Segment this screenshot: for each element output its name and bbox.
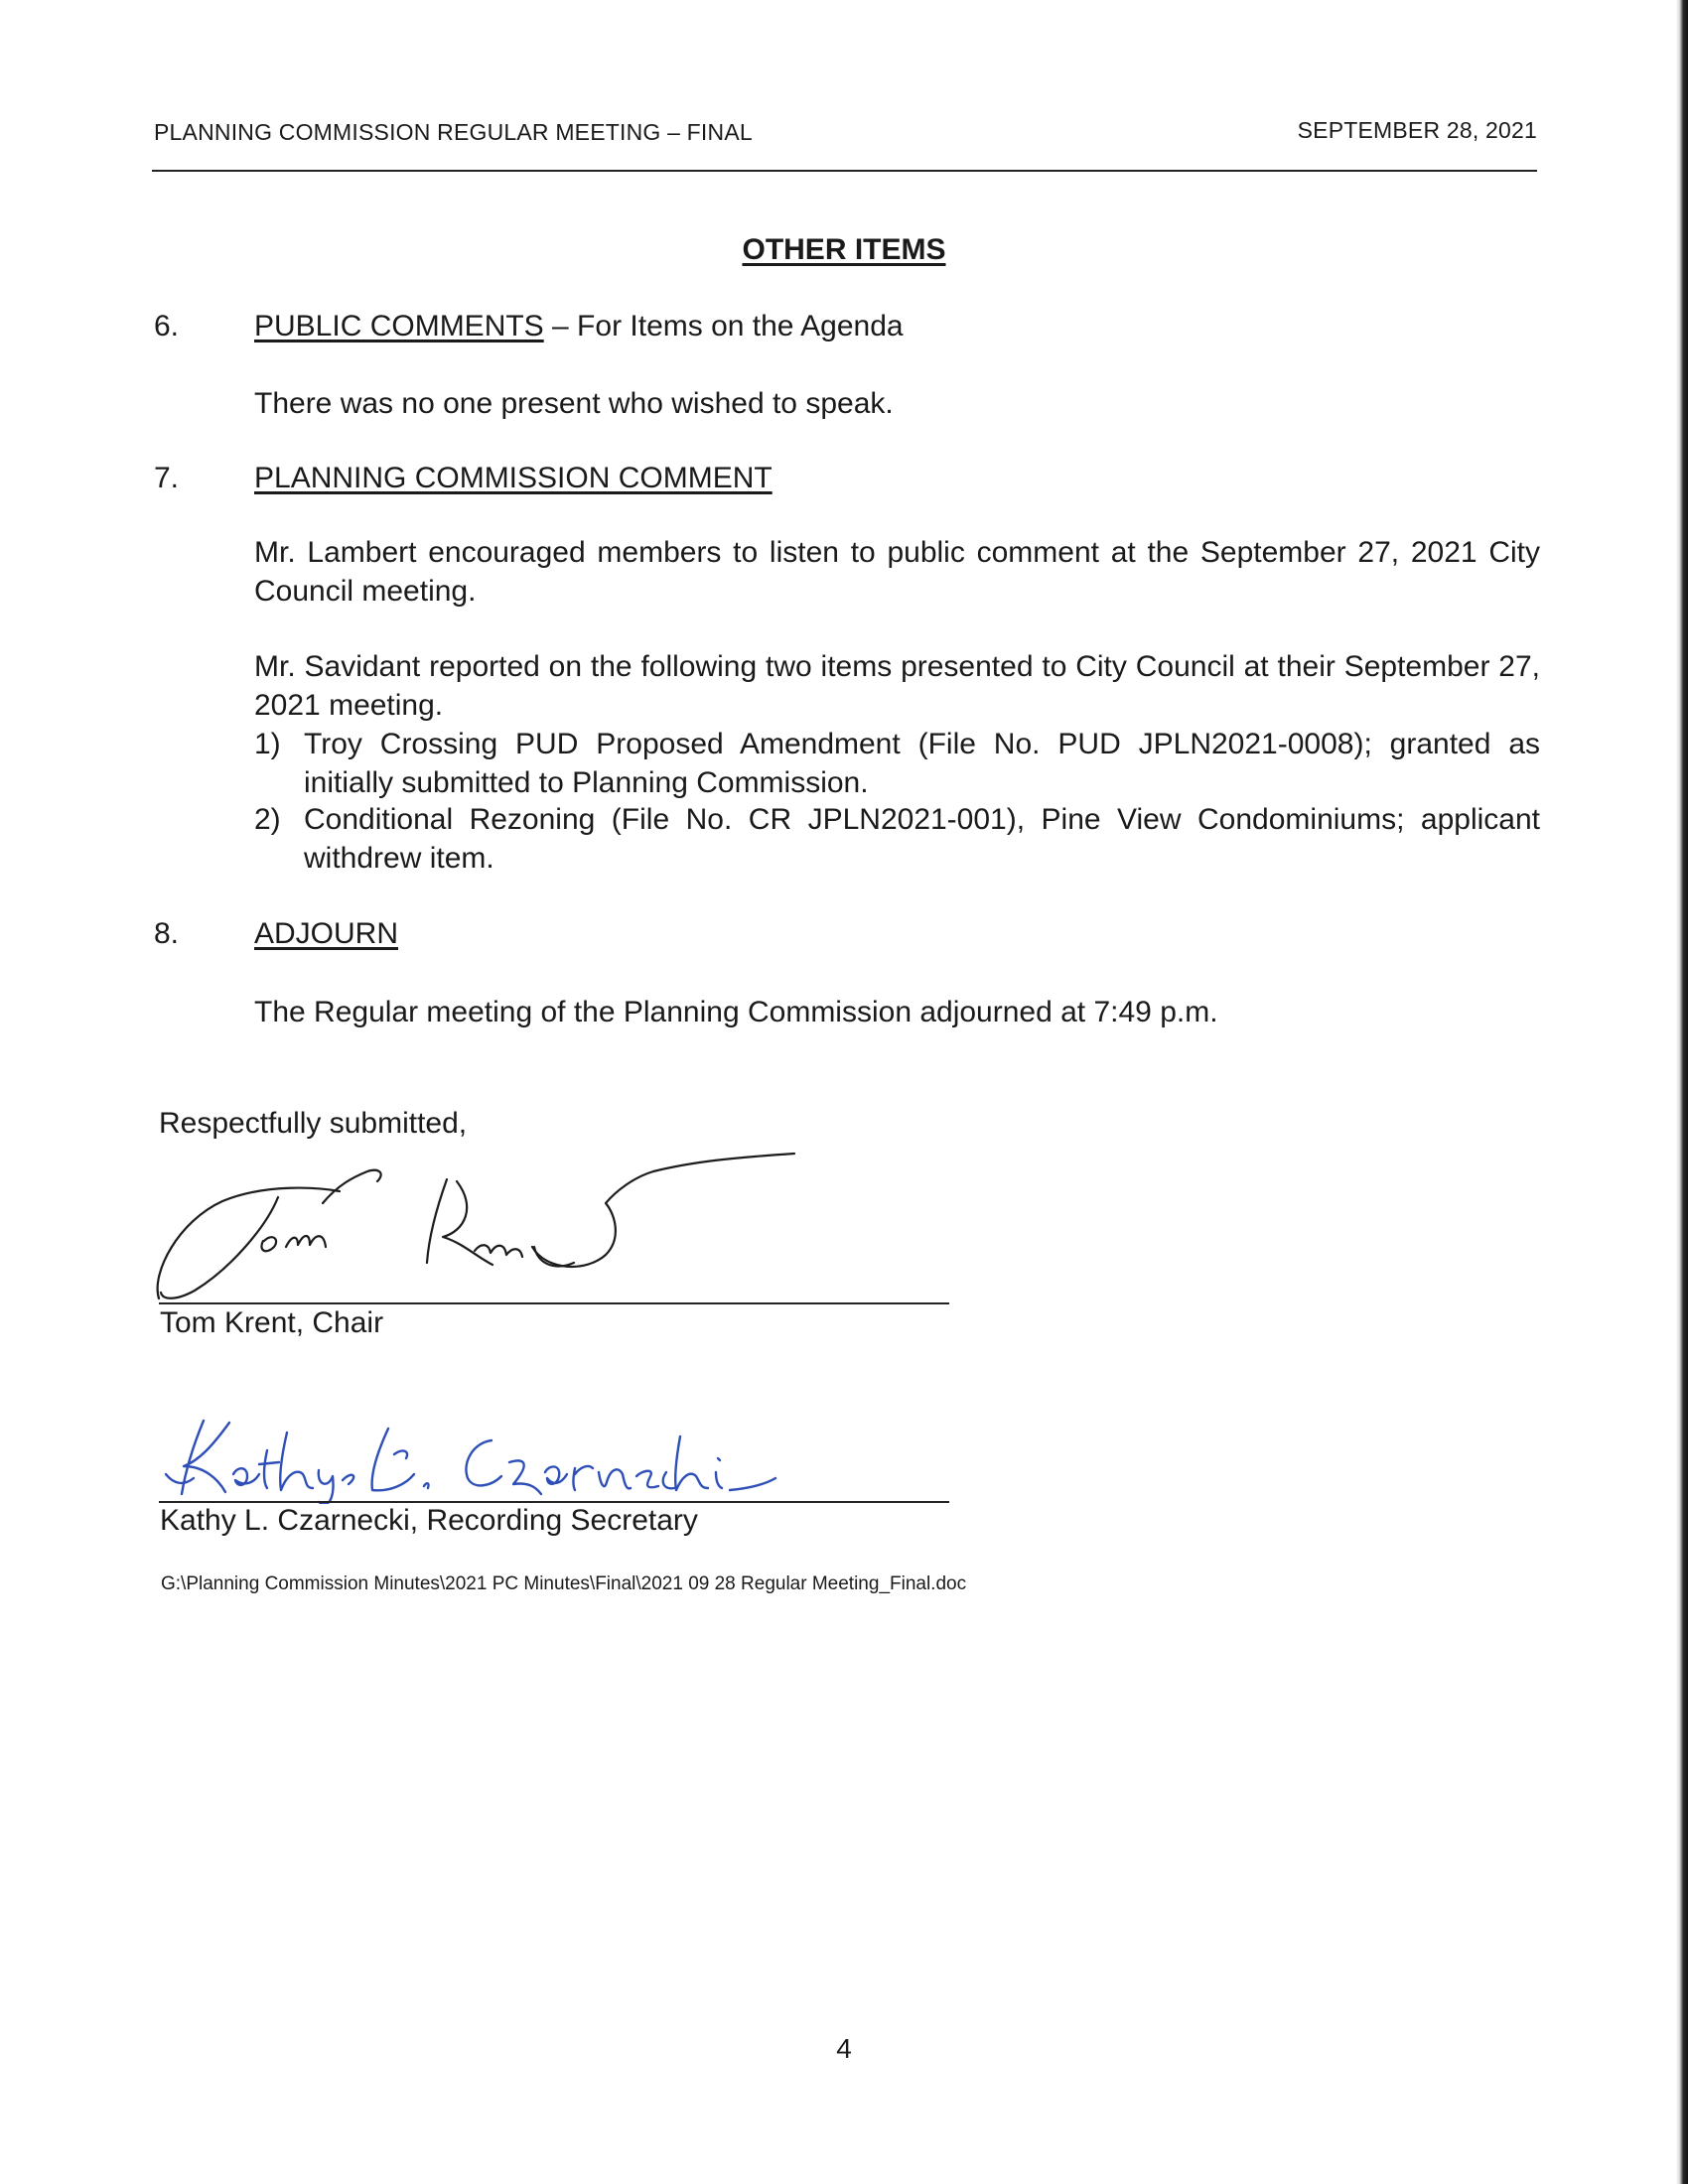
list-text-2: Conditional Rezoning (File No. CR JPLN2021-001), Pine View Condominiums; applicant withdrew item.	[304, 803, 1540, 875]
scan-edge	[1676, 0, 1688, 2184]
item-7-list-item-1	[254, 725, 1540, 802]
chair-signature-image	[149, 1152, 824, 1310]
secretary-signature-image	[164, 1415, 779, 1504]
item-8-title: ADJOURN	[254, 917, 399, 950]
chair-signature-name: Tom Krent, Chair	[160, 1306, 384, 1339]
item-6-body: There was no one present who wished to speak.	[254, 387, 894, 420]
header-title: PLANNING COMMISSION REGULAR MEETING – FINAL	[154, 119, 753, 145]
header-date: SEPTEMBER 28, 2021	[1297, 117, 1537, 143]
list-marker-1: 1)	[254, 728, 281, 760]
item-8-number: 8.	[154, 917, 180, 950]
secretary-signature-line	[159, 1501, 949, 1503]
item-7-title: PLANNING COMMISSION COMMENT	[254, 462, 773, 494]
header-divider	[152, 170, 1537, 172]
item-6-title: PUBLIC COMMENTS	[254, 310, 544, 342]
document-file-path: G:\Planning Commission Minutes\2021 PC Minutes\Final\2021 09 28 Regular Meeting_Final.doc	[161, 1573, 967, 1594]
item-8-body: The Regular meeting of the Planning Commission adjourned at 7:49 p.m.	[254, 996, 1218, 1028]
item-7-paragraph-1: Mr. Lambert encouraged members to listen to public comment at the September 27, 2021 City Council meeting.	[254, 536, 1540, 608]
item-6-number: 6.	[154, 310, 180, 342]
item-8-heading	[254, 917, 398, 951]
item-6-heading	[254, 310, 904, 343]
list-marker-2: 2)	[254, 803, 281, 836]
signoff-text: Respectfully submitted,	[159, 1107, 468, 1140]
list-text-1: Troy Crossing PUD Proposed Amendment (File No. PUD JPLN2021-0008); granted as initially submitted to Planning Commission.	[304, 728, 1540, 799]
section-title: OTHER ITEMS	[742, 233, 946, 266]
item-7-number: 7.	[154, 462, 180, 494]
page-number: 4	[836, 2033, 852, 2064]
item-7-list-item-2	[254, 800, 1540, 878]
chair-signature-line	[159, 1302, 949, 1304]
item-6-suffix: – For Items on the Agenda	[543, 310, 904, 342]
secretary-signature-name: Kathy L. Czarnecki, Recording Secretary	[160, 1504, 698, 1537]
item-7-heading	[254, 462, 773, 495]
item-7-paragraph-2: Mr. Savidant reported on the following two items presented to City Council at their September 27, 2021 meeting.	[254, 650, 1540, 722]
